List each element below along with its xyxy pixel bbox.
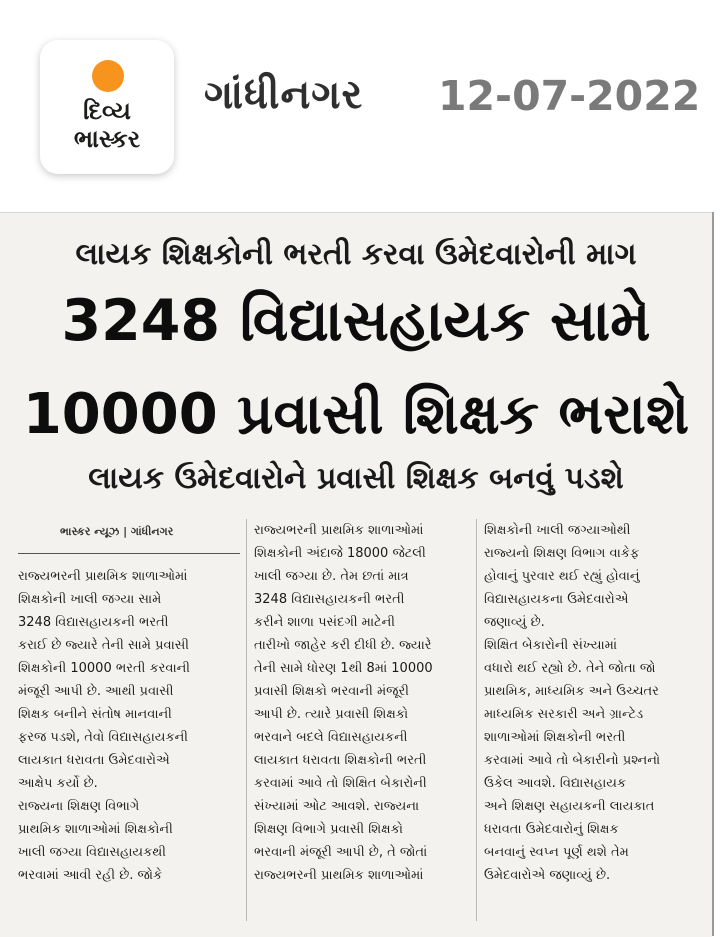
column-divider [476,519,477,921]
logo-text-line2: ભાસ્કર [73,125,141,153]
article-column-2: રાજ્યભરની પ્રાથમિક શાળાઓમાં શિક્ષકોની અંદાજે 18000 જેટલી ખાલી જગ્યા છે. તેમ છતાં માત્ર 3248 વિદ્યાસહાયકની ભરતી કરીને શાળા પસંદગી માટેની તારીખો જાહેર કરી દીધી છે. જ્યારે તેની સામે ધોરણ 1થી 8માં 10000 પ્રવાસી શિક્ષકો ભરવાની મંજૂરી આપી છે. ત્યારે પ્રવાસી શિક્ષકો ભરવાને બદલે વિદ્યાસહાયકની લાયકાત ધરાવતા શિક્ષકોની ભરતી કરવામાં આવે તો શિક્ષિત બેકારોની સંખ્યામાં ઓટ આવશે. રાજ્યના શિક્ષણ વિભાગે પ્રવાસી શિક્ષકો ભરવાની મંજૂરી આપી છે, તે જોતાં રાજ્યભરની પ્રાથમિક શાળાઓમાં [254,523,433,883]
headline-line-1: 3248 વિદ્યાસહાયક સામે [61,288,651,354]
logo-text-line1: દિવ્ય [83,97,131,125]
column-divider [246,519,247,921]
newspaper-clipping [0,212,712,937]
edition-date: 12-07-2022 [438,72,701,120]
byline-divider [18,553,240,554]
divya-bhaskar-logo [40,40,174,174]
clipping-edge [712,212,720,936]
article-column-3: શિક્ષકોની ખાલી જગ્યાઓથી રાજ્યનો શિક્ષણ વિભાગ વાકેફ હોવાનું પુરવાર થઈ રહ્યું હોવાનું વિદ્યાસહાયકના ઉમેદવારોએ જણાવ્યું છે. શિક્ષિત બેકારોની સંખ્યામાં વધારો થઈ રહ્યો છે. તેને જોતા જો પ્રાથમિક, માધ્યમિક અને ઉચ્ચતર માધ્યમિક સરકારી અને ગ્રાન્ટેડ શાળાઓમાં શિક્ષકોની ભરતી કરવામાં આવે તો બેકારીનો પ્રશ્નનો ઉકેલ આવશે. વિદ્યાસહાયક અને શિક્ષણ સહાયકની લાયકાત ધરાવતા ઉમેદવારોનું શિક્ષક બનવાનું સ્વપ્ન પૂર્ણ થશે તેમ ઉમેદવારોએ જણાવ્યું છે. [484,523,661,883]
edition-city: ગાંધીનગર [204,72,364,118]
page-header [0,0,720,210]
article-subhead: લાયક ઉમેદવારોને પ્રવાસી શિક્ષક બનવું પડશે [88,461,624,496]
sun-icon [92,60,124,92]
headline-line-2: 10000 પ્રવાસી શિક્ષક ભરાશે [22,382,690,447]
byline: ભાસ્કર ન્યૂઝ | ગાંધીનગર [60,525,174,538]
article-kicker: લાયક શિક્ષકોની ભરતી કરવા ઉમેદવારોની માગ [75,237,637,272]
article-column-1: રાજ્યભરની પ્રાથમિક શાળાઓમાં શિક્ષકોની ખાલી જગ્યા સામે 3248 વિદ્યાસહાયકની ભરતી કરાઈ છે જ્યારે તેની સામે પ્રવાસી શિક્ષકોની 10000 ભરતી કરવાની મંજૂરી આપી છે. આથી પ્રવાસી શિક્ષક બનીને સંતોષ માનવાની ફરજ પડશે, તેવો વિદ્યાસહાયકની લાયકાત ધરાવતા ઉમેદવારોએ આક્ષેપ કર્યો છે. રાજ્યના શિક્ષણ વિભાગે પ્રાથમિક શાળાઓમાં શિક્ષકોની ખાલી જગ્યા વિદ્યાસહાયકથી ભરવામાં આવી રહી છે. જોકે [18,569,191,883]
